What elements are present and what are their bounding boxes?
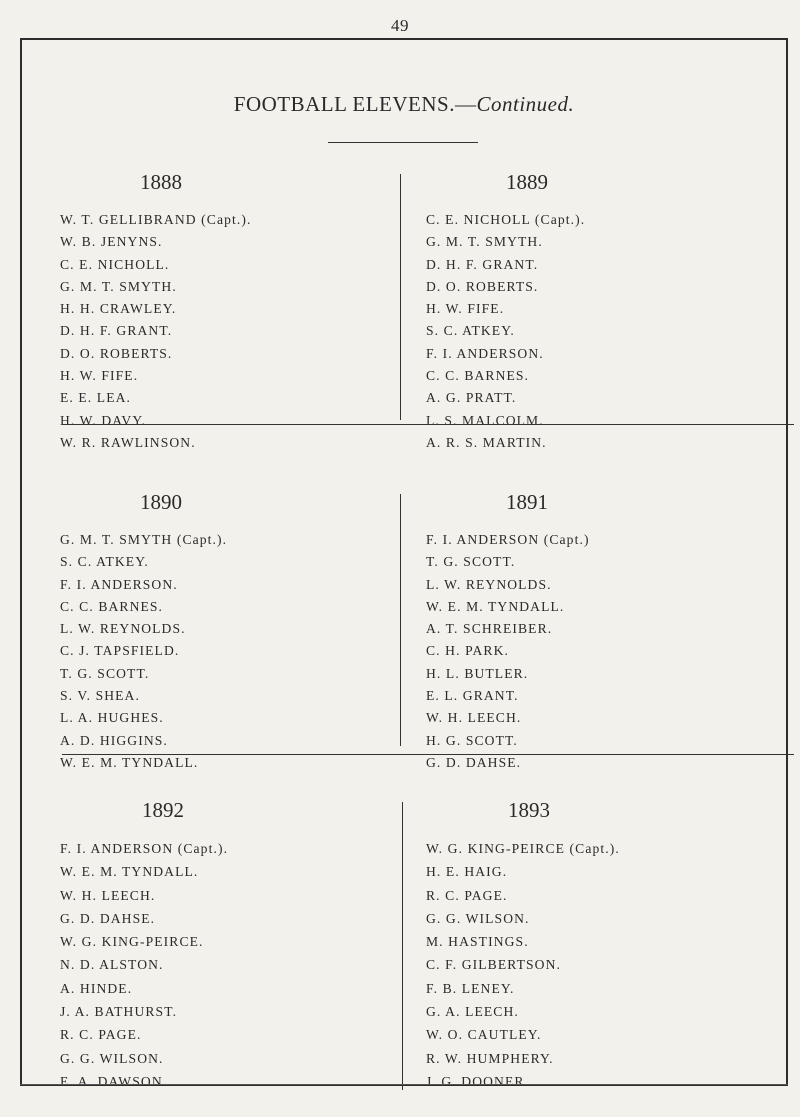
player-name: W. O. CAUTLEY. xyxy=(426,1027,542,1043)
player-name: W. G. KING-PEIRCE (Capt.). xyxy=(426,841,620,856)
player-name: H. L. BUTLER. xyxy=(426,665,529,681)
year-heading: 1888 xyxy=(140,170,182,194)
player-name: W. H. LEECH. xyxy=(60,887,156,903)
player-name: R. W. HUMPHERY. xyxy=(426,1050,554,1066)
player-name: W. B. JENYNS. xyxy=(60,234,163,250)
player-name: C. E. NICHOLL (Capt.). xyxy=(426,212,586,227)
player-name: J. G. DOONER. xyxy=(426,1073,530,1089)
player-name: W. E. M. TYNDALL. xyxy=(60,754,199,770)
player-name: A. G. PRATT. xyxy=(426,390,517,406)
player-name: C. C. BARNES. xyxy=(60,598,164,614)
player-list xyxy=(60,529,400,774)
player-name: G. M. T. SMYTH. xyxy=(60,278,177,294)
player-name: A. R. S. MARTIN. xyxy=(426,434,547,450)
frame-bottom-rule xyxy=(20,1084,788,1085)
player-name: L. A. HUGHES. xyxy=(60,710,164,726)
player-name: S. V. SHEA. xyxy=(60,688,140,704)
player-name: W. T. GELLIBRAND (Capt.). xyxy=(60,212,252,227)
team-column-right xyxy=(426,482,786,774)
player-name: C. F. GILBERTSON. xyxy=(426,957,561,973)
player-name: D. O. ROBERTS. xyxy=(60,345,173,361)
player-name: T. G. SCOTT. xyxy=(60,665,150,681)
section-1888-1889 xyxy=(22,162,786,450)
year-heading: 1893 xyxy=(508,798,550,822)
page-frame xyxy=(20,38,788,1089)
player-name: E. L. GRANT. xyxy=(426,688,519,704)
player-name: N. D. ALSTON. xyxy=(60,957,164,973)
player-name: G. G. WILSON. xyxy=(60,1050,164,1066)
section-1892-1893 xyxy=(22,790,786,1089)
year-heading: 1892 xyxy=(142,798,184,822)
player-name: G. M. T. SMYTH. xyxy=(426,234,543,250)
player-name: A. D. HIGGINS. xyxy=(60,732,168,748)
player-list xyxy=(60,837,400,1093)
player-name: G. A. LEECH. xyxy=(426,1004,519,1020)
title-rule xyxy=(328,142,478,143)
page-title xyxy=(22,92,786,117)
player-name: G. D. DAHSE. xyxy=(60,910,156,926)
player-name: D. H. F. GRANT. xyxy=(60,323,173,339)
player-name: L. S. MALCOLM. xyxy=(426,412,544,428)
player-name: F. B. LENEY. xyxy=(426,980,515,996)
player-name: F. I. ANDERSON (Capt.). xyxy=(60,841,229,856)
team-column-left xyxy=(60,790,400,1093)
page-number: 49 xyxy=(391,16,409,35)
player-name: L. W. REYNOLDS. xyxy=(60,621,186,637)
section-divider xyxy=(62,424,794,425)
player-list xyxy=(426,209,786,454)
player-name: J. A. BATHURST. xyxy=(60,1004,178,1020)
player-name: F. I. ANDERSON. xyxy=(426,345,544,361)
player-list xyxy=(60,209,400,454)
player-name: R. C. PAGE. xyxy=(60,1027,142,1043)
section-1890-1891 xyxy=(22,482,786,770)
player-name: E. E. LEA. xyxy=(60,390,132,406)
player-name: H. G. SCOTT. xyxy=(426,732,518,748)
player-name: H. W. DAVY. xyxy=(60,412,147,428)
player-name: H. H. CRAWLEY. xyxy=(60,301,177,317)
player-name: W. H. LEECH. xyxy=(426,710,522,726)
team-column-right xyxy=(426,162,786,454)
player-name: H. E. HAIG. xyxy=(426,864,508,880)
player-name: G. D. DAHSE. xyxy=(426,754,522,770)
player-list xyxy=(426,837,786,1093)
player-name: S. C. ATKEY. xyxy=(426,323,515,339)
player-name: A. T. SCHREIBER. xyxy=(426,621,553,637)
player-name: C. H. PARK. xyxy=(426,643,509,659)
player-name: M. HASTINGS. xyxy=(426,934,529,950)
player-name: W. R. RAWLINSON. xyxy=(60,434,196,450)
title-continued: Continued. xyxy=(476,92,575,116)
player-name: W. G. KING-PEIRCE. xyxy=(60,934,204,950)
player-list xyxy=(426,529,786,774)
team-column-left xyxy=(60,162,400,454)
player-name: D. H. F. GRANT. xyxy=(426,256,539,272)
player-name: L. W. REYNOLDS. xyxy=(426,576,552,592)
team-column-right xyxy=(426,790,786,1093)
player-name: G. M. T. SMYTH (Capt.). xyxy=(60,532,228,547)
player-name: F. I. ANDERSON (Capt.) xyxy=(426,532,590,547)
section-divider xyxy=(62,754,794,755)
player-name: E. A. DAWSON. xyxy=(60,1073,168,1089)
player-name: C. E. NICHOLL. xyxy=(60,256,170,272)
player-name: D. O. ROBERTS. xyxy=(426,278,539,294)
player-name: S. C. ATKEY. xyxy=(60,554,149,570)
player-name: A. HINDE. xyxy=(60,980,133,996)
player-name: C. J. TAPSFIELD. xyxy=(60,643,180,659)
player-name: W. E. M. TYNDALL. xyxy=(60,864,199,880)
year-heading: 1889 xyxy=(506,170,548,194)
title-main: FOOTBALL ELEVENS. xyxy=(233,92,455,116)
year-heading: 1890 xyxy=(140,490,182,514)
team-column-left xyxy=(60,482,400,774)
player-name: H. W. FIFE. xyxy=(426,301,505,317)
title-dash: — xyxy=(454,92,477,116)
column-divider xyxy=(402,802,403,1090)
player-name: C. C. BARNES. xyxy=(426,368,530,384)
player-name: H. W. FIFE. xyxy=(60,368,139,384)
player-name: W. E. M. TYNDALL. xyxy=(426,598,565,614)
column-divider xyxy=(400,494,401,746)
column-divider xyxy=(400,174,401,420)
player-name: G. G. WILSON. xyxy=(426,910,530,926)
year-heading: 1891 xyxy=(506,490,548,514)
player-name: F. I. ANDERSON. xyxy=(60,576,178,592)
player-name: T. G. SCOTT. xyxy=(426,554,516,570)
player-name: R. C. PAGE. xyxy=(426,887,508,903)
